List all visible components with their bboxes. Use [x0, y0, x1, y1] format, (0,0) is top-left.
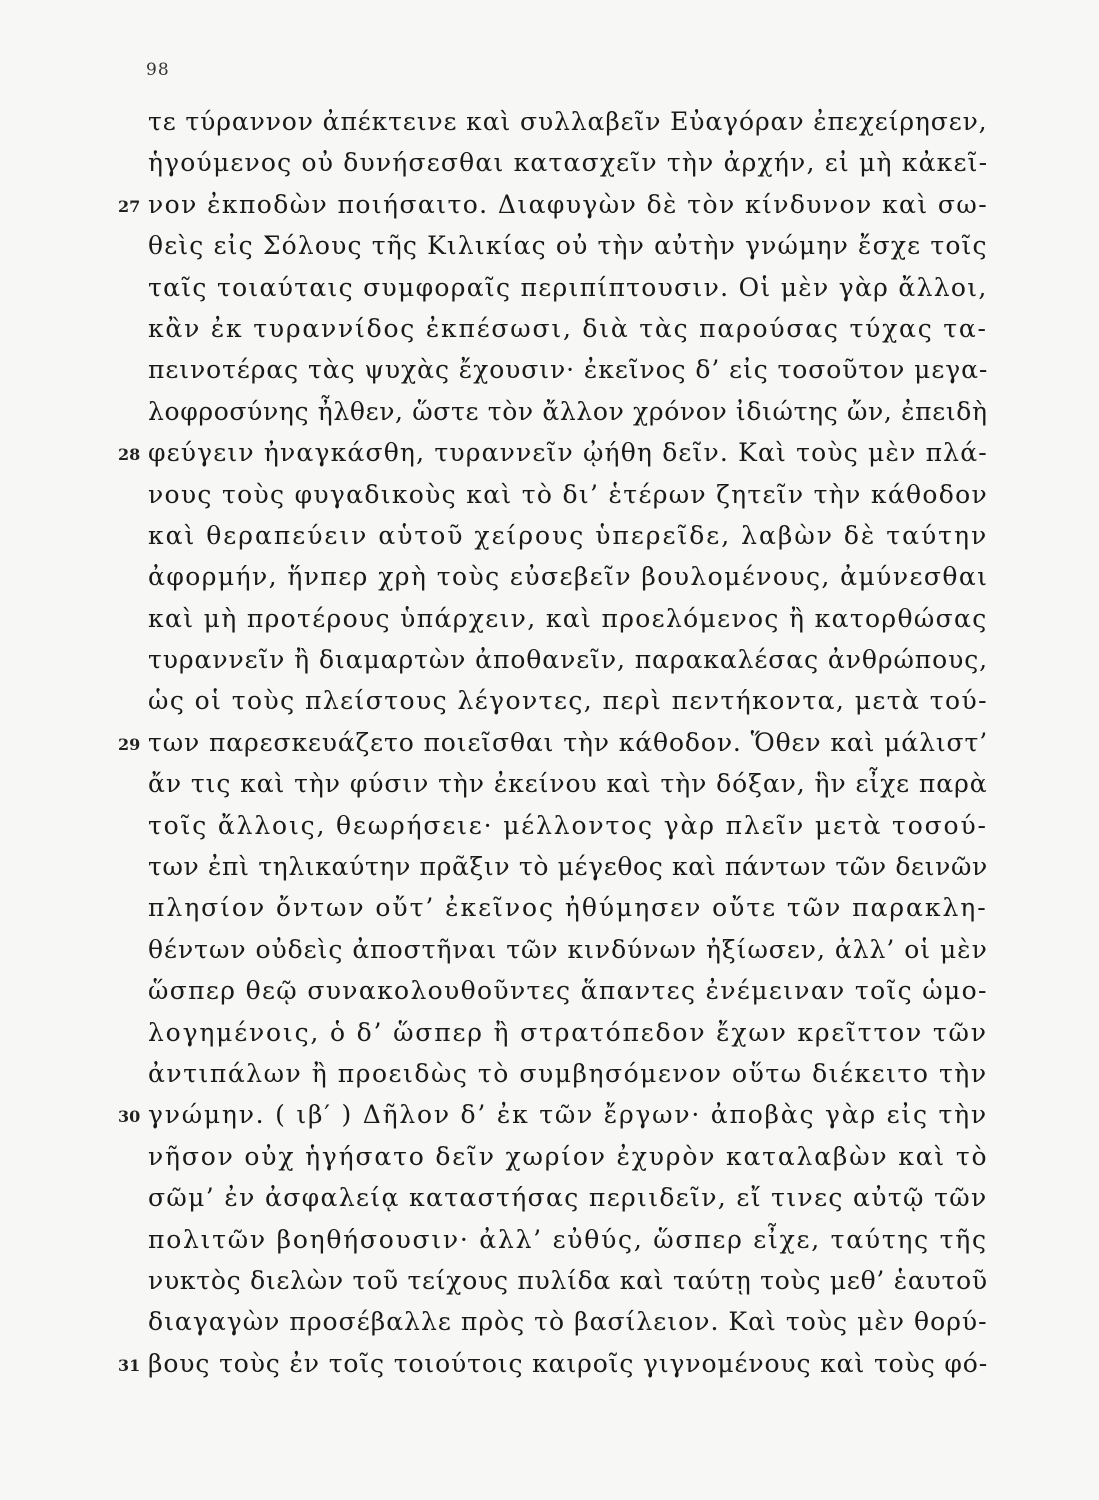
section-number: 27	[118, 196, 141, 216]
text-line	[0, 805, 1099, 846]
line-text: κἂν ἐκ τυραννίδος ἐκπέσωσι, διὰ τὰς παρούσας τύχας τα-	[148, 313, 988, 343]
text-line	[0, 598, 1099, 639]
text-line	[0, 1053, 1099, 1094]
text-line	[0, 556, 1099, 597]
text-line	[0, 101, 1099, 142]
text-line	[0, 184, 1099, 225]
text-line	[0, 1136, 1099, 1177]
text-line	[0, 1301, 1099, 1342]
line-text: ὥσπερ θεῷ συνακολουθοῦντες ἅπαντες ἐνέμειναν τοῖς ὡμο-	[148, 976, 988, 1006]
line-text: πολιτῶν βοηθήσουσιν· ἀλλ’ εὐθύς, ὥσπερ εἶχε, ταύτης τῆς	[148, 1224, 988, 1254]
line-text: ἄν τις καὶ τὴν φύσιν τὴν ἐκείνου καὶ τὴν δόξαν, ἣν εἶχε παρὰ	[148, 769, 988, 799]
text-line	[0, 267, 1099, 308]
text-line	[0, 1012, 1099, 1053]
line-text: νυκτὸς διελὼν τοῦ τείχους πυλίδα καὶ ταύτῃ τοὺς μεθ’ ἑαυτοῦ	[148, 1265, 988, 1295]
text-line	[0, 680, 1099, 721]
line-text: των ἐπὶ τηλικαύτην πρᾶξιν τὸ μέγεθος καὶ πάντων τῶν δεινῶν	[148, 852, 988, 882]
line-text: τυραννεῖν ἢ διαμαρτὼν ἀποθανεῖν, παρακαλέσας ἀνθρώπους,	[148, 645, 989, 675]
line-text: γνώμην. ( ιβ′ ) Δῆλον δ’ ἐκ τῶν ἔργων· ἀποβὰς γὰρ εἰς τὴν	[148, 1100, 988, 1130]
text-line	[0, 308, 1099, 349]
text-line	[0, 1219, 1099, 1260]
line-text: σῶμ’ ἐν ἀσφαλείᾳ καταστήσας περιιδεῖν, εἴ τινες αὐτῷ τῶν	[148, 1183, 988, 1213]
text-line	[0, 722, 1099, 763]
text-line	[0, 474, 1099, 515]
line-text: πλησίον ὄντων οὔτ’ ἐκεῖνος ἠθύμησεν οὔτε τῶν παρακλη-	[148, 893, 988, 923]
text-line	[0, 1343, 1099, 1384]
section-number: 29	[118, 734, 141, 754]
text-line	[0, 1260, 1099, 1301]
section-number: 30	[118, 1107, 141, 1127]
line-text: νους τοὺς φυγαδικοὺς καὶ τὸ δι’ ἑτέρων ζητεῖν τὴν κάθοδον	[148, 479, 989, 509]
line-text: πεινοτέρας τὰς ψυχὰς ἔχουσιν· ἐκεῖνος δ’ εἰς τοσοῦτον μεγα-	[148, 355, 989, 385]
line-text: νῆσον οὐχ ἡγήσατο δεῖν χωρίον ἐχυρὸν καταλαβὼν καὶ τὸ	[148, 1141, 989, 1171]
line-text: ὡς οἱ τοὺς πλείστους λέγοντες, περὶ πεντήκοντα, μετὰ τού-	[148, 686, 989, 716]
text-line	[0, 1094, 1099, 1135]
text-line	[0, 846, 1099, 887]
line-text: διαγαγὼν προσέβαλλε πρὸς τὸ βασίλειον. Καὶ τοὺς μὲν θορύ-	[148, 1307, 988, 1337]
text-body	[0, 101, 1099, 1384]
text-line	[0, 225, 1099, 266]
line-text: ταῖς τοιαύταις συμφοραῖς περιπίπτουσιν. Οἱ μὲν γὰρ ἄλλοι,	[148, 272, 988, 302]
text-line	[0, 970, 1099, 1011]
page-number: 98	[146, 60, 170, 80]
line-text: νον ἐκποδὼν ποιήσαιτο. Διαφυγὼν δὲ τὸν κίνδυνον καὶ σω-	[148, 189, 989, 219]
line-text: τοῖς ἄλλοις, θεωρήσειε· μέλλοντος γὰρ πλεῖν μετὰ τοσού-	[148, 810, 988, 840]
line-text: ἡγούμενος οὐ δυνήσεσθαι κατασχεῖν τὴν ἀρχήν, εἰ μὴ κἀκεῖ-	[148, 148, 989, 178]
text-line	[0, 432, 1099, 473]
text-line	[0, 1177, 1099, 1218]
text-line	[0, 763, 1099, 804]
line-text: καὶ μὴ προτέρους ὑπάρχειν, καὶ προελόμενος ἢ κατορθώσας	[148, 603, 988, 633]
line-text: ἀφορμήν, ἥνπερ χρὴ τοὺς εὐσεβεῖν βουλομένους, ἀμύνεσθαι	[148, 562, 989, 592]
line-text: λογημένοις, ὁ δ’ ὥσπερ ἢ στρατόπεδον ἔχων κρεῖττον τῶν	[148, 1017, 988, 1047]
line-text: θέντων οὐδεὶς ἀποστῆναι τῶν κινδύνων ἠξίωσεν, ἀλλ’ οἱ μὲν	[148, 934, 988, 964]
text-line	[0, 887, 1099, 928]
line-text: βους τοὺς ἐν τοῖς τοιούτοις καιροῖς γιγνομένους καὶ τοὺς φό-	[148, 1348, 989, 1378]
text-line	[0, 639, 1099, 680]
line-text: λοφροσύνης ἦλθεν, ὥστε τὸν ἄλλον χρόνον ἰδιώτης ὤν, ἐπειδὴ	[148, 396, 988, 426]
section-number: 31	[118, 1355, 141, 1375]
text-line	[0, 929, 1099, 970]
line-text: θεὶς εἰς Σόλους τῆς Κιλικίας οὐ τὴν αὐτὴν γνώμην ἔσχε τοῖς	[148, 231, 988, 261]
section-number: 28	[118, 445, 141, 465]
line-text: φεύγειν ἠναγκάσθη, τυραννεῖν ᾠήθη δεῖν. Καὶ τοὺς μὲν πλά-	[148, 438, 988, 468]
text-line	[0, 391, 1099, 432]
text-line	[0, 349, 1099, 390]
line-text: ἀντιπάλων ἢ προειδὼς τὸ συμβησόμενον οὕτω διέκειτο τὴν	[148, 1058, 988, 1088]
line-text: τε τύραννον ἀπέκτεινε καὶ συλλαβεῖν Εὐαγόραν ἐπεχείρησεν,	[148, 107, 988, 136]
line-text: καὶ θεραπεύειν αὑτοῦ χείρους ὑπερεῖδε, λαβὼν δὲ ταύτην	[148, 520, 989, 550]
line-text: των παρεσκευάζετο ποιεῖσθαι τὴν κάθοδον. Ὅθεν καὶ μάλιστ’	[148, 727, 989, 757]
text-line	[0, 142, 1099, 183]
text-line	[0, 515, 1099, 556]
